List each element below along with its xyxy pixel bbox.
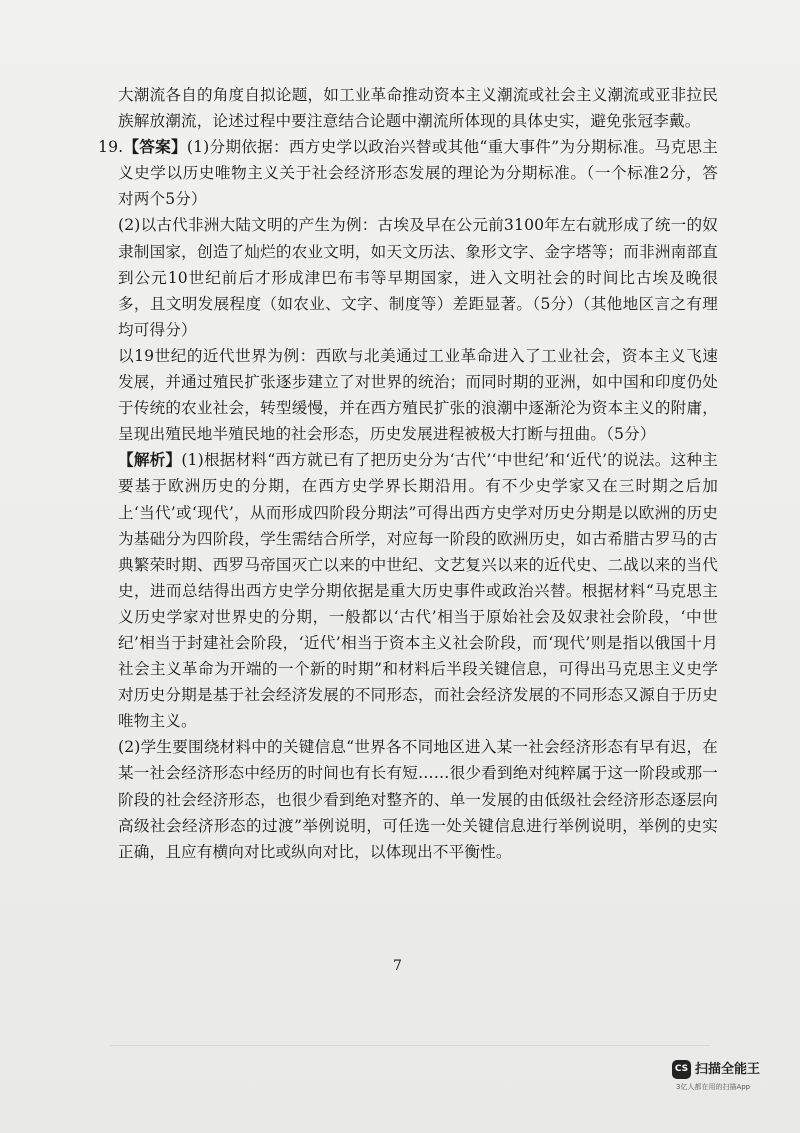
q19-answer-part1: [98, 134, 718, 212]
q19-analysis-part1: [118, 447, 718, 734]
scanner-watermark: [672, 1058, 790, 1098]
watermark-slogan: 3亿人都在用的扫描App: [676, 1083, 751, 1091]
answer-part1-text: (1)分期依据：西方史学以政治兴替或其他“重大事件”为分期标准。马克思主义史学以历史唯物主义关于社会经济形态发展的理论为分期标准。（一个标准2分，答对两个5分）: [118, 138, 718, 209]
question-number: 19.: [98, 138, 124, 157]
answer-content: [98, 82, 718, 865]
q19-analysis-part2: (2)学生要围绕材料中的关键信息“世界各不同地区进入某一社会经济形态有早有迟，在某一社会经济形态中经历的时间也有长有短……很少看到绝对纯粹属于这一阶段或那一阶段的社会经济形态，也很少看到绝对整齐的、单一发展的由低级社会经济形态逐层向高级社会经济形态的过渡”举例说明，可任选一处关键信息进行举例说明，举例的史实正确，且应有横向对比或纵向对比，以体现出不平衡性。: [118, 738, 718, 861]
watermark-app-name: 扫描全能王: [695, 1062, 761, 1077]
camscanner-logo-icon: CS: [672, 1060, 691, 1079]
footer-divider: [110, 1045, 710, 1046]
q19-answer-part2: (2)以古代非洲大陆文明的产生为例：古埃及早在公元前3100年左右就形成了统一的奴隶制国家，创造了灿烂的农业文明，如天文历法、象形文字、金字塔等；而非洲南部直到公元10世纪前后才形成津巴布韦等早期国家，进入文明社会的时间比古埃及晚很多，且文明发展程度（如农业、文字、制度等）差距显著。（5分）（其他地区言之有理均可得分）: [118, 216, 718, 339]
analysis-part1-text: (1)根据材料“西方就已有了把历史分为‘古代’‘中世纪’和‘近代’的说法。这种主要基于欧洲历史的分期，在西方史学界长期沿用。有不少史学家又在三时期之后加上‘当代’或‘现代’，从而形成四阶段分期法”可得出西方史学对历史分期是以欧洲的历史为基础分为四阶段，学生需结合所学，对应每一阶段的欧洲历史，如古希腊古罗马的古典繁荣时期、西罗马帝国灭亡以来的中世纪、文艺复兴以来的近代史、二战以来的当代史，进而总结得出西方史学分期依据是重大历史事件或政治兴替。根据材料“马克思主义历史学家对世界史的分期，一般都以‘古代’相当于原始社会及奴隶社会阶段，‘中世纪’相当于封建社会阶段，‘近代’相当于资本主义社会阶段，而‘现代’则是指以俄国十月社会主义革命为开端的一个新的时期”和材料后半段关键信息，可得出马克思主义史学对历史分期是基于社会经济发展的不同形态，而社会经济发展的不同形态又源自于历史唯物主义。: [118, 451, 718, 731]
page-number: 7: [393, 958, 402, 974]
answer-tag: 【答案】: [123, 137, 187, 157]
analysis-tag: 【解析】: [118, 450, 182, 470]
q19-answer-part2-example: 以19世纪的近代世界为例：西欧与北美通过工业革命进入了工业社会，资本主义飞速发展，并通过殖民扩张逐步建立了对世界的统治；而同时期的亚洲，如中国和印度仍处于传统的农业社会，转型缓慢，并在西方殖民扩张的浪潮中逐渐沦为资本主义的附庸，呈现出殖民地半殖民地的社会形态，历史发展进程被极大打断与扭曲。（5分）: [118, 346, 718, 444]
paragraph-continuation: 大潮流各自的角度自拟论题，如工业革命推动资本主义潮流或社会主义潮流或亚非拉民族解放潮流，论述过程中要注意结合论题中潮流所体现的具体史实，避免张冠李戴。: [118, 86, 718, 131]
